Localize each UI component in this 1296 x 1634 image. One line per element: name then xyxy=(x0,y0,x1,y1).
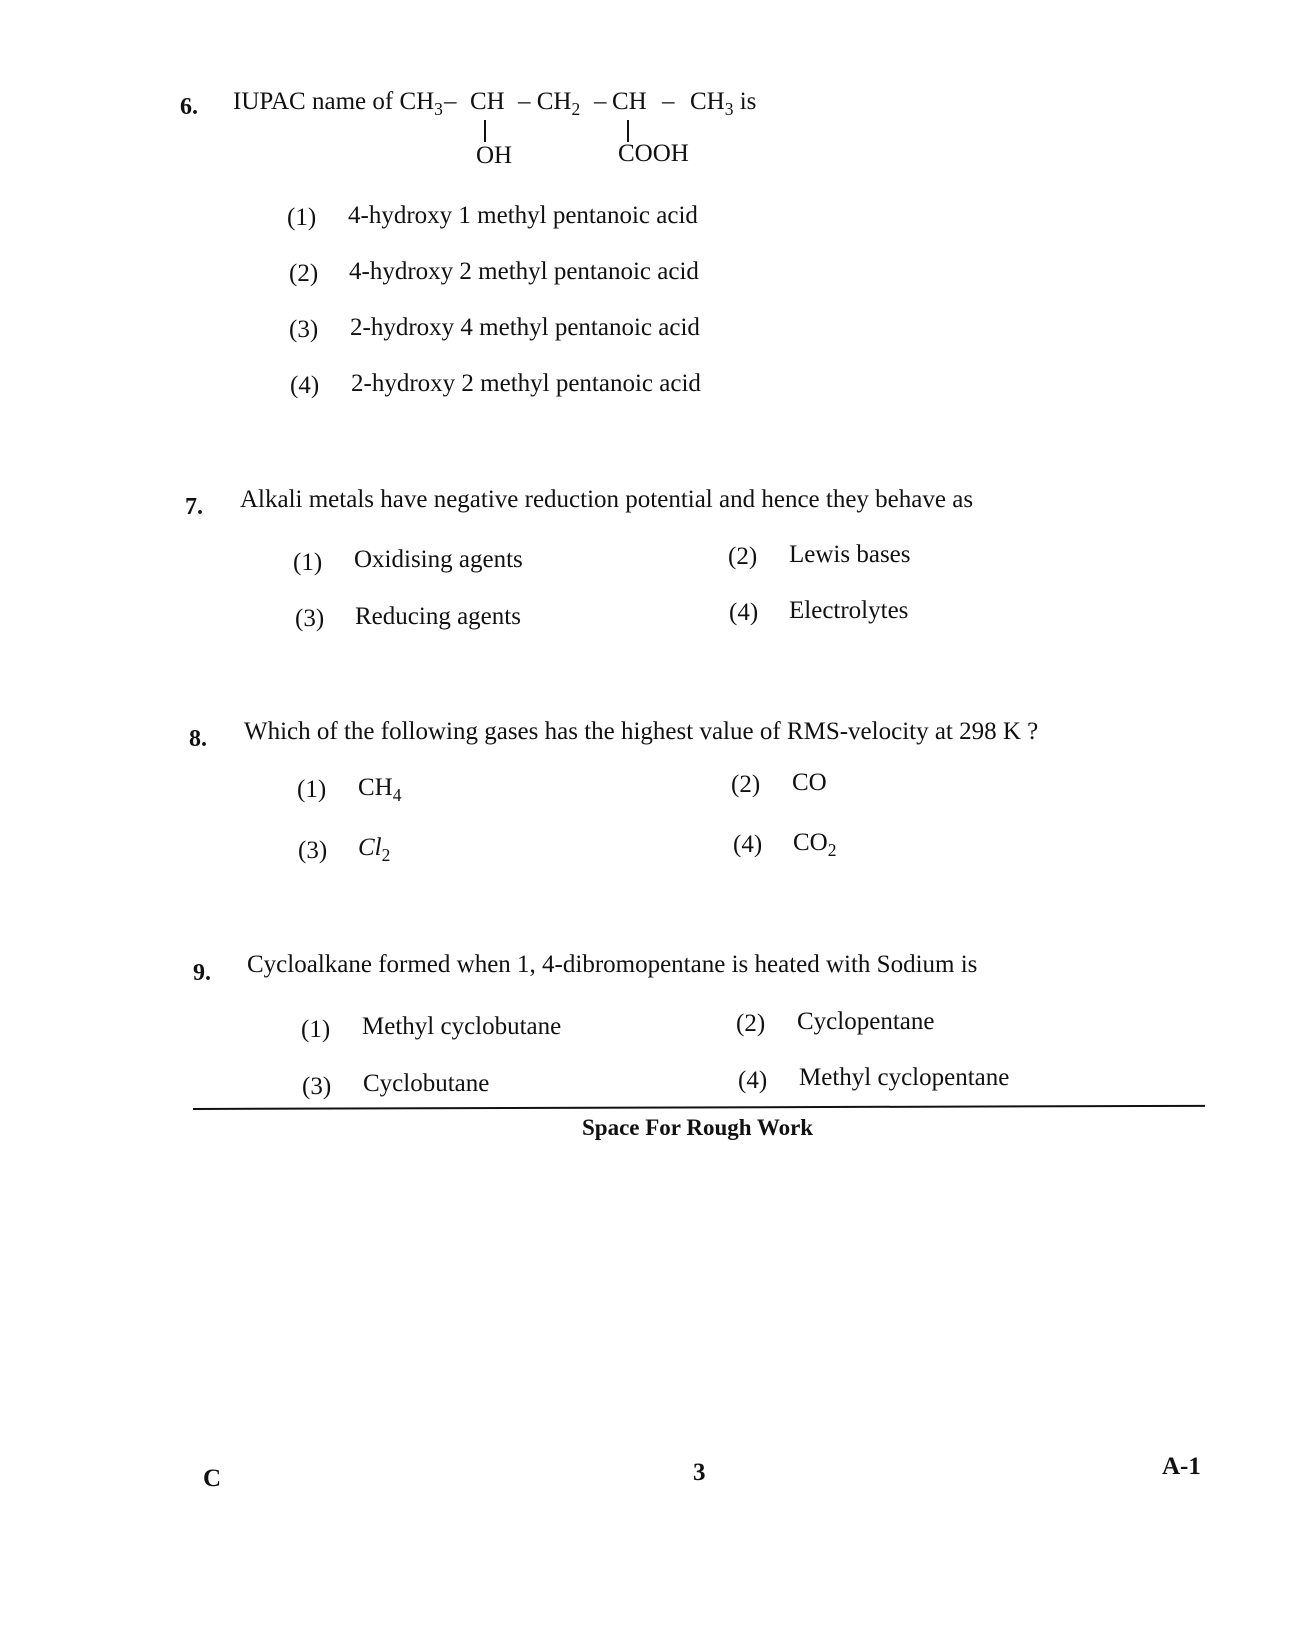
option-text: Cyclobutane xyxy=(363,1070,490,1097)
option-number: (1) xyxy=(301,1016,331,1043)
option-number: (2) xyxy=(731,771,761,798)
option-number: (4) xyxy=(738,1067,768,1094)
option-text: CO xyxy=(792,769,827,796)
question-number: 7. xyxy=(185,494,203,520)
formula-dash: – xyxy=(444,88,457,115)
option-number: (1) xyxy=(293,549,323,576)
formula-dash: – xyxy=(594,88,607,115)
option-number: (2) xyxy=(289,260,319,287)
option-text: 2-hydroxy 4 methyl pentanoic acid xyxy=(350,314,700,341)
formula-dash: – xyxy=(662,88,675,115)
option-text: $Cl_2$ xyxy=(358,834,391,866)
substituent-oh: OH xyxy=(476,142,513,169)
option-number: (4) xyxy=(290,372,320,399)
option-text: Reducing agents xyxy=(355,603,521,630)
option-number: (2) xyxy=(736,1010,766,1037)
rough-work-label: Space For Rough Work xyxy=(582,1115,814,1140)
option-text: Oxidising agents xyxy=(354,546,523,573)
section-divider xyxy=(193,1105,1205,1110)
option-number: (3) xyxy=(298,837,328,864)
option-text: Methyl cyclobutane xyxy=(362,1013,562,1040)
substituent-cooh: COOH xyxy=(618,140,689,167)
option-text: $CO_2$ xyxy=(793,829,837,861)
option-text: Lewis bases xyxy=(789,541,911,568)
option-number: (3) xyxy=(302,1073,332,1100)
option-text: Electrolytes xyxy=(789,597,909,624)
option-text: 2-hydroxy 2 methyl pentanoic acid xyxy=(351,370,701,397)
formula-ch-group: CH xyxy=(470,88,505,115)
bond-line xyxy=(627,120,629,142)
option-text: $CH_4$ xyxy=(358,774,402,806)
option-number: (4) xyxy=(733,831,763,858)
question-number: 6. xyxy=(180,94,198,120)
option-number: (2) xyxy=(728,543,758,570)
question-number: 8. xyxy=(189,726,207,752)
option-number: (3) xyxy=(289,316,319,343)
footer-series-code: C xyxy=(203,1465,222,1492)
question-stem: Alkali metals have negative reduction potential and hence they behave as xyxy=(240,486,974,513)
option-number: (4) xyxy=(729,599,759,626)
formula-ch2-group: – $CH_2$ xyxy=(518,88,581,120)
option-number: (1) xyxy=(297,776,327,803)
formula-ch3-group: $CH_3$ is xyxy=(690,88,757,120)
question-number: 9. xyxy=(193,960,211,986)
question-stem: Cycloalkane formed when 1, 4-dibromopentane is heated with Sodium is xyxy=(247,951,978,978)
formula-ch-group: CH xyxy=(612,88,647,115)
footer-version-code: A-1 xyxy=(1162,1453,1201,1480)
option-number: (3) xyxy=(295,605,325,632)
question-stem: IUPAC name of $CH_3$ xyxy=(233,88,443,120)
option-text: Cyclopentane xyxy=(797,1008,935,1035)
option-text: Methyl cyclopentane xyxy=(799,1064,1010,1091)
bond-line xyxy=(484,120,486,142)
option-text: 4-hydroxy 2 methyl pentanoic acid xyxy=(349,258,699,285)
option-number: (1) xyxy=(287,204,317,231)
question-stem: Which of the following gases has the highest value of RMS-velocity at 298 K ? xyxy=(244,718,1039,745)
page-number: 3 xyxy=(693,1459,706,1486)
option-text: 4-hydroxy 1 methyl pentanoic acid xyxy=(348,202,698,229)
